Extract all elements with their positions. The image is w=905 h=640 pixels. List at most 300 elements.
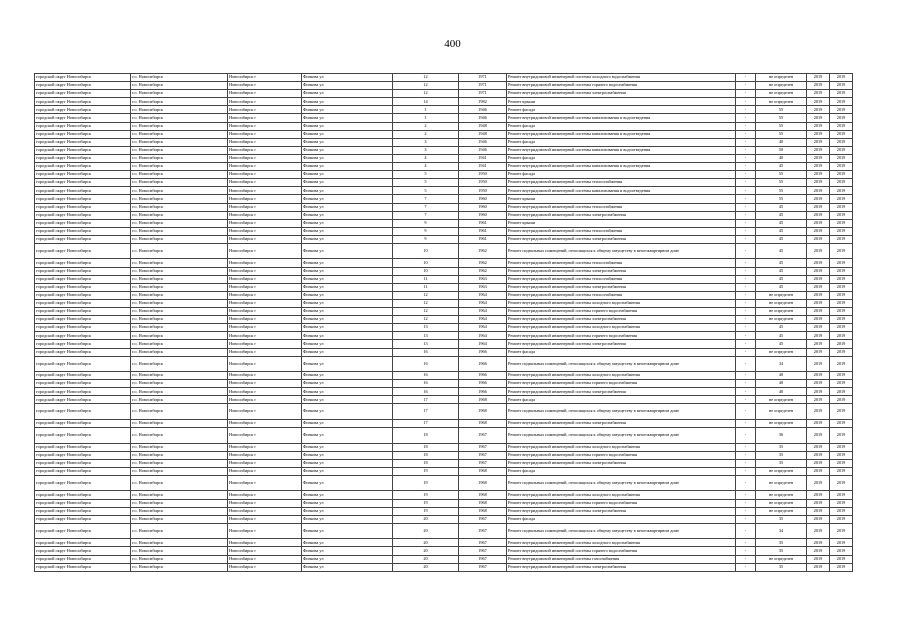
table-cell-end: 2019 [830, 459, 853, 467]
table-cell-work: Ремонт внутридомовой инженерной системы газоснабжения [507, 555, 736, 563]
table-row [35, 563, 853, 571]
table-cell-city: Новосибирск г [228, 275, 302, 283]
table-row [35, 219, 853, 227]
table-cell-district: городской округ Новосибирск [35, 195, 131, 203]
table-cell-settlement: г.о. Новосибирск [131, 316, 228, 324]
table-cell-dash: - [736, 316, 756, 324]
table-cell-street: Физкова ул [302, 171, 393, 179]
table-row [35, 106, 853, 114]
table-cell-district: городской округ Новосибирск [35, 340, 131, 348]
table-cell-year: 1966 [459, 372, 507, 380]
table-cell-cost: 35 [756, 539, 807, 547]
table-cell-year: 1946 [459, 138, 507, 146]
table-cell-end: 2019 [830, 491, 853, 499]
table-cell-city: Новосибирск г [228, 547, 302, 555]
table-cell-district: городской округ Новосибирск [35, 187, 131, 195]
table-cell-city: Новосибирск г [228, 467, 302, 475]
table-row [35, 90, 853, 98]
table-cell-year: 1946 [459, 114, 507, 122]
table-cell-cost: не определен [756, 555, 807, 563]
table-cell-city: Новосибирск г [228, 299, 302, 307]
table-cell-dash: - [736, 467, 756, 475]
table-cell-city: Новосибирск г [228, 356, 302, 372]
table-cell-district: городской округ Новосибирск [35, 154, 131, 162]
table-cell-street: Физкова ул [302, 154, 393, 162]
table-cell-cost: 35 [756, 563, 807, 571]
table-cell-street: Физкова ул [302, 130, 393, 138]
table-cell-dash: - [736, 515, 756, 523]
table-cell-start: 2019 [807, 515, 830, 523]
table-cell-year: 1961 [459, 235, 507, 243]
table-cell-work: Ремонт внутридомовой инженерной системы электроснабжения [507, 459, 736, 467]
table-cell-city: Новосибирск г [228, 179, 302, 187]
table-cell-start: 2019 [807, 171, 830, 179]
table-cell-cost: 40 [756, 388, 807, 396]
table-cell-dash: - [736, 299, 756, 307]
table-cell-work: Ремонт внутридомовой инженерной системы холодного водоснабжения [507, 324, 736, 332]
table-cell-end: 2019 [830, 187, 853, 195]
table-cell-city: Новосибирск г [228, 324, 302, 332]
table-cell-settlement: г.о. Новосибирск [131, 380, 228, 388]
table-cell-work: Ремонт подвальных помещений, относящихся к общему имуществу в многоквартирном доме [507, 475, 736, 491]
table-cell-dash: - [736, 443, 756, 451]
table-cell-work: Ремонт подвальных помещений, относящихся к общему имуществу в многоквартирном доме [507, 523, 736, 539]
table-cell-start: 2019 [807, 219, 830, 227]
table-cell-house: 12 [393, 74, 459, 82]
table-cell-cost: 55 [756, 106, 807, 114]
table-body [35, 74, 853, 572]
table-cell-end: 2019 [830, 291, 853, 299]
table-cell-district: городской округ Новосибирск [35, 563, 131, 571]
table-cell-settlement: г.о. Новосибирск [131, 547, 228, 555]
table-cell-settlement: г.о. Новосибирск [131, 356, 228, 372]
table-cell-cost: 40 [756, 380, 807, 388]
table-cell-house: 12 [393, 299, 459, 307]
table-cell-end: 2019 [830, 499, 853, 507]
table-cell-dash: - [736, 130, 756, 138]
table-cell-house: 18 [393, 443, 459, 451]
table-cell-house: 3 [393, 138, 459, 146]
table-cell-start: 2019 [807, 523, 830, 539]
table-row [35, 491, 853, 499]
table-cell-work: Ремонт фасада [507, 515, 736, 523]
table-cell-city: Новосибирск г [228, 404, 302, 420]
table-cell-cost: 35 [756, 515, 807, 523]
table-cell-year: 1971 [459, 90, 507, 98]
table-cell-street: Физкова ул [302, 467, 393, 475]
table-cell-settlement: г.о. Новосибирск [131, 114, 228, 122]
table-cell-year: 1966 [459, 356, 507, 372]
table-cell-house: 20 [393, 555, 459, 563]
table-cell-house: 9 [393, 227, 459, 235]
table-cell-end: 2019 [830, 507, 853, 515]
table-cell-cost: 35 [756, 459, 807, 467]
table-cell-work: Ремонт фасада [507, 171, 736, 179]
table-cell-district: городской округ Новосибирск [35, 219, 131, 227]
table-cell-year: 1966 [459, 348, 507, 356]
table-cell-street: Физкова ул [302, 388, 393, 396]
table-cell-city: Новосибирск г [228, 235, 302, 243]
table-cell-street: Физкова ул [302, 283, 393, 291]
table-cell-work: Ремонт внутридомовой инженерной системы горячего водоснабжения [507, 451, 736, 459]
table-cell-year: 1963 [459, 275, 507, 283]
table-cell-end: 2019 [830, 203, 853, 211]
table-cell-settlement: г.о. Новосибирск [131, 499, 228, 507]
table-row [35, 523, 853, 539]
table-cell-start: 2019 [807, 74, 830, 82]
table-cell-house: 16 [393, 356, 459, 372]
table-cell-city: Новосибирск г [228, 308, 302, 316]
table-cell-dash: - [736, 491, 756, 499]
table-cell-end: 2019 [830, 539, 853, 547]
table-cell-year: 1967 [459, 539, 507, 547]
table-cell-end: 2019 [830, 90, 853, 98]
table-cell-work: Ремонт подвальных помещений, относящихся к общему имуществу в многоквартирном доме [507, 356, 736, 372]
table-cell-settlement: г.о. Новосибирск [131, 451, 228, 459]
table-row [35, 348, 853, 356]
table-cell-start: 2019 [807, 547, 830, 555]
table-cell-cost: 55 [756, 114, 807, 122]
table-cell-dash: - [736, 380, 756, 388]
table-cell-street: Физкова ул [302, 515, 393, 523]
table-row [35, 171, 853, 179]
table-cell-end: 2019 [830, 396, 853, 404]
table-cell-district: городской округ Новосибирск [35, 211, 131, 219]
table-cell-end: 2019 [830, 146, 853, 154]
table-cell-dash: - [736, 308, 756, 316]
table-cell-end: 2019 [830, 467, 853, 475]
table-cell-district: городской округ Новосибирск [35, 291, 131, 299]
table-cell-district: городской округ Новосибирск [35, 396, 131, 404]
table-cell-work: Ремонт внутридомовой инженерной системы горячего водоснабжения [507, 82, 736, 90]
table-cell-cost: не определен [756, 308, 807, 316]
table-cell-cost: не определен [756, 475, 807, 491]
table-cell-district: городской округ Новосибирск [35, 547, 131, 555]
table-cell-end: 2019 [830, 372, 853, 380]
table-cell-work: Ремонт внутридомовой инженерной системы теплоснабжения [507, 179, 736, 187]
table-cell-street: Физкова ул [302, 459, 393, 467]
table-cell-cost: не определен [756, 74, 807, 82]
table-row [35, 340, 853, 348]
table-cell-start: 2019 [807, 243, 830, 259]
table-cell-end: 2019 [830, 316, 853, 324]
table-cell-city: Новосибирск г [228, 396, 302, 404]
table-cell-work: Ремонт фасада [507, 138, 736, 146]
table-cell-year: 1962 [459, 267, 507, 275]
table-cell-house: 14 [393, 98, 459, 106]
table-cell-street: Физкова ул [302, 187, 393, 195]
table-cell-district: городской округ Новосибирск [35, 539, 131, 547]
table-cell-dash: - [736, 138, 756, 146]
table-cell-settlement: г.о. Новосибирск [131, 467, 228, 475]
table-cell-year: 1941 [459, 154, 507, 162]
table-row [35, 235, 853, 243]
table-cell-cost: 45 [756, 275, 807, 283]
table-cell-street: Физкова ул [302, 138, 393, 146]
table-cell-dash: - [736, 388, 756, 396]
table-cell-city: Новосибирск г [228, 459, 302, 467]
table-cell-district: городской округ Новосибирск [35, 146, 131, 154]
table-cell-work: Ремонт подвальных помещений, относящихся к общему имуществу в многоквартирном доме [507, 243, 736, 259]
table-row [35, 114, 853, 122]
table-cell-city: Новосибирск г [228, 171, 302, 179]
table-row [35, 154, 853, 162]
table-cell-dash: - [736, 179, 756, 187]
table-cell-end: 2019 [830, 299, 853, 307]
table-cell-work: Ремонт внутридомовой инженерной системы канализования и водоотведения [507, 187, 736, 195]
table-cell-start: 2019 [807, 138, 830, 146]
table-cell-work: Ремонт крыши [507, 219, 736, 227]
table-cell-cost: 45 [756, 243, 807, 259]
table-cell-house: 18 [393, 459, 459, 467]
table-cell-dash: - [736, 291, 756, 299]
table-cell-settlement: г.о. Новосибирск [131, 138, 228, 146]
table-cell-settlement: г.о. Новосибирск [131, 308, 228, 316]
table-cell-street: Физкова ул [302, 98, 393, 106]
table-cell-settlement: г.о. Новосибирск [131, 523, 228, 539]
table-cell-work: Ремонт внутридомовой инженерной системы холодного водоснабжения [507, 491, 736, 499]
table-cell-house: 17 [393, 419, 459, 427]
table-cell-city: Новосибирск г [228, 555, 302, 563]
table-cell-work: Ремонт внутридомовой инженерной системы горячего водоснабжения [507, 308, 736, 316]
table-cell-year: 1967 [459, 523, 507, 539]
table-cell-end: 2019 [830, 154, 853, 162]
table-cell-end: 2019 [830, 106, 853, 114]
table-cell-street: Физкова ул [302, 122, 393, 130]
table-cell-city: Новосибирск г [228, 154, 302, 162]
table-cell-work: Ремонт внутридомовой инженерной системы электроснабжения [507, 267, 736, 275]
table-cell-end: 2019 [830, 243, 853, 259]
table-cell-city: Новосибирск г [228, 187, 302, 195]
table-row [35, 547, 853, 555]
table-row [35, 388, 853, 396]
table-cell-year: 1967 [459, 515, 507, 523]
table-cell-district: городской округ Новосибирск [35, 316, 131, 324]
table-cell-end: 2019 [830, 219, 853, 227]
table-cell-start: 2019 [807, 491, 830, 499]
table-cell-house: 5 [393, 171, 459, 179]
table-cell-house: 19 [393, 507, 459, 515]
table-cell-district: городской округ Новосибирск [35, 283, 131, 291]
table-cell-work: Ремонт внутридомовой инженерной системы электроснабжения [507, 316, 736, 324]
table-cell-dash: - [736, 348, 756, 356]
table-row [35, 130, 853, 138]
table-cell-end: 2019 [830, 547, 853, 555]
table-cell-settlement: г.о. Новосибирск [131, 82, 228, 90]
table-cell-street: Физкова ул [302, 259, 393, 267]
table-cell-work: Ремонт внутридомовой инженерной системы электроснабжения [507, 507, 736, 515]
table-cell-start: 2019 [807, 259, 830, 267]
table-cell-start: 2019 [807, 283, 830, 291]
table-cell-settlement: г.о. Новосибирск [131, 259, 228, 267]
table-cell-settlement: г.о. Новосибирск [131, 324, 228, 332]
table-cell-dash: - [736, 523, 756, 539]
table-row [35, 82, 853, 90]
table-cell-district: городской округ Новосибирск [35, 380, 131, 388]
table-cell-work: Ремонт фасада [507, 154, 736, 162]
table-cell-street: Физкова ул [302, 507, 393, 515]
table-cell-house: 18 [393, 451, 459, 459]
table-cell-street: Физкова ул [302, 106, 393, 114]
table-cell-year: 1950 [459, 187, 507, 195]
table-cell-start: 2019 [807, 332, 830, 340]
table-cell-work: Ремонт фасада [507, 122, 736, 130]
table-cell-year: 1961 [459, 219, 507, 227]
table-cell-house: 16 [393, 388, 459, 396]
table-cell-district: городской округ Новосибирск [35, 459, 131, 467]
table-cell-district: городской округ Новосибирск [35, 114, 131, 122]
table-cell-city: Новосибирск г [228, 539, 302, 547]
table-cell-district: городской округ Новосибирск [35, 235, 131, 243]
table-row [35, 467, 853, 475]
table-cell-district: городской округ Новосибирск [35, 523, 131, 539]
table-cell-cost: 40 [756, 138, 807, 146]
table-cell-street: Физкова ул [302, 372, 393, 380]
table-cell-city: Новосибирск г [228, 203, 302, 211]
table-cell-work: Ремонт подвальных помещений, относящихся к общему имуществу в многоквартирном доме [507, 428, 736, 444]
table-cell-street: Физкова ул [302, 428, 393, 444]
table-cell-settlement: г.о. Новосибирск [131, 267, 228, 275]
table-cell-start: 2019 [807, 380, 830, 388]
table-cell-city: Новосибирск г [228, 82, 302, 90]
table-cell-street: Физкова ул [302, 499, 393, 507]
table-cell-end: 2019 [830, 380, 853, 388]
table-cell-city: Новосибирск г [228, 195, 302, 203]
table-cell-end: 2019 [830, 563, 853, 571]
table-row [35, 195, 853, 203]
table-cell-cost: не определен [756, 299, 807, 307]
table-cell-work: Ремонт фасада [507, 348, 736, 356]
table-cell-city: Новосибирск г [228, 219, 302, 227]
table-cell-house: 12 [393, 308, 459, 316]
table-cell-start: 2019 [807, 308, 830, 316]
table-cell-dash: - [736, 74, 756, 82]
table-cell-end: 2019 [830, 171, 853, 179]
table-cell-street: Физкова ул [302, 523, 393, 539]
table-cell-settlement: г.о. Новосибирск [131, 539, 228, 547]
table-cell-house: 4 [393, 154, 459, 162]
table-cell-dash: - [736, 499, 756, 507]
table-cell-year: 1967 [459, 555, 507, 563]
table-cell-street: Физкова ул [302, 475, 393, 491]
table-cell-settlement: г.о. Новосибирск [131, 388, 228, 396]
table-cell-district: городской округ Новосибирск [35, 267, 131, 275]
table-cell-start: 2019 [807, 428, 830, 444]
table-cell-year: 1960 [459, 211, 507, 219]
table-cell-house: 3 [393, 146, 459, 154]
table-cell-street: Физкова ул [302, 146, 393, 154]
table-cell-start: 2019 [807, 299, 830, 307]
table-cell-work: Ремонт внутридомовой инженерной системы теплоснабжения [507, 259, 736, 267]
table-cell-cost: 34 [756, 523, 807, 539]
table-cell-city: Новосибирск г [228, 283, 302, 291]
table-cell-end: 2019 [830, 130, 853, 138]
table-cell-street: Физкова ул [302, 340, 393, 348]
table-row [35, 299, 853, 307]
table-cell-start: 2019 [807, 404, 830, 420]
table-cell-start: 2019 [807, 195, 830, 203]
table-cell-end: 2019 [830, 356, 853, 372]
table-cell-street: Физкова ул [302, 539, 393, 547]
table-cell-cost: 45 [756, 163, 807, 171]
table-cell-start: 2019 [807, 235, 830, 243]
table-cell-district: городской округ Новосибирск [35, 179, 131, 187]
table-cell-start: 2019 [807, 451, 830, 459]
table-cell-city: Новосибирск г [228, 98, 302, 106]
table-cell-settlement: г.о. Новосибирск [131, 243, 228, 259]
table-cell-cost: не определен [756, 404, 807, 420]
table-cell-house: 19 [393, 499, 459, 507]
table-cell-end: 2019 [830, 324, 853, 332]
table-cell-cost: 45 [756, 267, 807, 275]
capital-repair-table [34, 73, 853, 572]
table-cell-dash: - [736, 227, 756, 235]
table-cell-cost: не определен [756, 82, 807, 90]
table-cell-settlement: г.о. Новосибирск [131, 171, 228, 179]
table-cell-end: 2019 [830, 308, 853, 316]
table-cell-settlement: г.о. Новосибирск [131, 428, 228, 444]
table-cell-dash: - [736, 82, 756, 90]
table-cell-start: 2019 [807, 98, 830, 106]
table-cell-house: 10 [393, 243, 459, 259]
table-cell-start: 2019 [807, 211, 830, 219]
table-cell-city: Новосибирск г [228, 138, 302, 146]
table-cell-dash: - [736, 106, 756, 114]
table-cell-house: 12 [393, 316, 459, 324]
table-cell-district: городской округ Новосибирск [35, 332, 131, 340]
table-cell-house: 1 [393, 114, 459, 122]
table-cell-end: 2019 [830, 275, 853, 283]
table-cell-city: Новосибирск г [228, 211, 302, 219]
table-cell-year: 1946 [459, 146, 507, 154]
table-cell-start: 2019 [807, 419, 830, 427]
table-cell-city: Новосибирск г [228, 90, 302, 98]
table-cell-dash: - [736, 259, 756, 267]
table-cell-end: 2019 [830, 348, 853, 356]
table-row [35, 146, 853, 154]
table-cell-work: Ремонт внутридомовой инженерной системы теплоснабжения [507, 275, 736, 283]
table-cell-work: Ремонт внутридомовой инженерной системы электроснабжения [507, 419, 736, 427]
table-cell-end: 2019 [830, 163, 853, 171]
table-cell-street: Физкова ул [302, 404, 393, 420]
table-cell-end: 2019 [830, 138, 853, 146]
table-cell-work: Ремонт крыши [507, 98, 736, 106]
table-cell-house: 7 [393, 195, 459, 203]
table-cell-street: Физкова ул [302, 308, 393, 316]
table-cell-work: Ремонт внутридомовой инженерной системы электроснабжения [507, 388, 736, 396]
table-cell-start: 2019 [807, 443, 830, 451]
table-cell-district: городской округ Новосибирск [35, 467, 131, 475]
table-cell-house: 9 [393, 219, 459, 227]
table-cell-district: городской округ Новосибирск [35, 419, 131, 427]
table-cell-start: 2019 [807, 179, 830, 187]
table-cell-year: 1946 [459, 106, 507, 114]
table-cell-work: Ремонт внутридомовой инженерной системы холодного водоснабжения [507, 372, 736, 380]
table-cell-year: 1948 [459, 130, 507, 138]
table-cell-start: 2019 [807, 563, 830, 571]
table-cell-work: Ремонт внутридомовой инженерной системы электроснабжения [507, 563, 736, 571]
table-cell-work: Ремонт подвальных помещений, относящихся к общему имуществу в многоквартирном доме [507, 404, 736, 420]
table-cell-settlement: г.о. Новосибирск [131, 299, 228, 307]
table-row [35, 187, 853, 195]
table-cell-work: Ремонт внутридомовой инженерной системы теплоснабжения [507, 291, 736, 299]
table-cell-street: Физкова ул [302, 211, 393, 219]
table-cell-house: 17 [393, 396, 459, 404]
table-cell-city: Новосибирск г [228, 340, 302, 348]
table-cell-end: 2019 [830, 475, 853, 491]
table-cell-cost: 55 [756, 179, 807, 187]
table-cell-start: 2019 [807, 467, 830, 475]
